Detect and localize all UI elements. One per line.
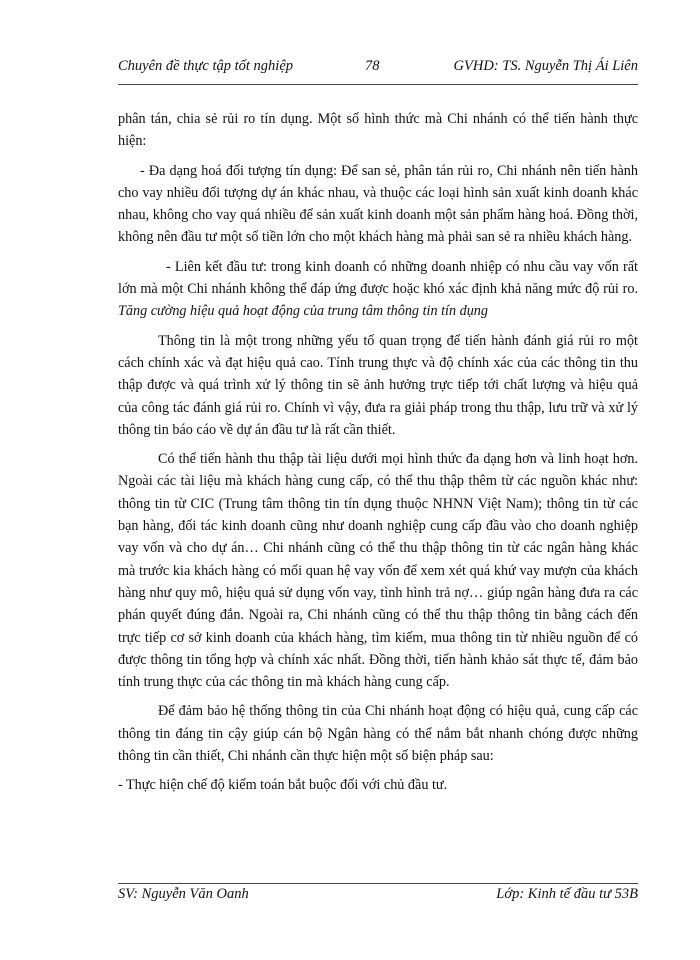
paragraph-diversify-credit: - Đa dạng hoá đối tượng tín dụng: Để san sẻ, phân tán rủi ro, Chi nhánh nên tiến hành cho vay nhiều đối tượng dự án khác nhau, và thuộc các loại hình sản xuất kinh doanh khác nhau, không cho vay quá nhiều để sản xuất kinh doanh một sản phẩm hàng hoá. Đồng thời, không nên đầu tư một số tiền lớn cho một khách hàng mà phải san sẻ ra nhiều khách hàng. xyxy=(118,162,638,246)
paragraph-information-importance: Thông tin là một trong những yếu tố quan trọng để tiến hành đánh giá rủi ro một cách chính xác và đạt hiệu quả cao. Tính trung thực và độ chính xác của các thông tin thu thập được và quá trình xử lý thông tin sẽ ảnh hưởng trực tiếp tới chất lượng và hiệu quả của công tác đánh giá rủi ro. Chính vì vậy, đưa ra giải pháp trong thu thập, lưu trữ và xử lý thông tin báo cáo về dự án đầu tư là rất cần thiết. xyxy=(118,332,638,438)
page-body xyxy=(118,108,638,804)
page-header xyxy=(118,58,638,82)
footer-student-name: SV: Nguyễn Văn Oanh xyxy=(118,886,249,902)
list-item-mandatory-audit: - Thực hiện chế độ kiểm toán bắt buộc đối với chủ đầu tư. xyxy=(118,777,448,794)
section-heading-credit-info-center: Tăng cường hiệu quả hoạt động của trung tâm thông tin tín dụng xyxy=(118,303,488,320)
paragraph-measures-intro: Để đảm bảo hệ thống thông tin của Chi nhánh hoạt động có hiệu quả, cung cấp các thông tin đáng tin cậy giúp cán bộ Ngân hàng có thể nắm bắt nhanh chóng được những thông tin cần thiết, Chi nhánh cần thực hiện một số biện pháp sau: xyxy=(118,703,638,765)
paragraph-investment-link xyxy=(118,256,638,323)
header-divider xyxy=(118,84,638,85)
footer-divider xyxy=(118,883,638,884)
page-footer xyxy=(118,886,638,908)
header-document-title: Chuyên đề thực tập tốt nghiệp xyxy=(118,58,294,74)
footer-class-name: Lớp: Kinh tế đầu tư 53B xyxy=(496,886,638,902)
paragraph-intro: phân tán, chia sẻ rủi ro tín dụng. Một số hình thức mà Chi nhánh có thể tiến hành thực hiện: xyxy=(118,111,638,150)
header-page-number: 78 xyxy=(365,58,380,74)
investment-link-text: - Liên kết đầu tư: trong kinh doanh có những doanh nhiệp có nhu cầu vay vốn rất lớn mà một Chi nhánh không thể đáp ứng được hoặc khó xác định khả năng mức độ rủi ro. xyxy=(118,258,638,298)
paragraph-data-collection: Có thể tiến hành thu thập tài liệu dưới mọi hình thức đa dạng hơn và linh hoạt hơn. Ngoài các tài liệu mà khách hàng cung cấp, có thể thu thập thêm từ các nguồn khác như: thông tin từ CIC (Trung tâm thông tin tín dụng thuộc NHNN Việt Nam); thông tin từ các bạn hàng, đối tác kinh doanh cũng như doanh nghiệp cung cấp đầu vào cho doanh nghiệp vay vốn và cho dự án… Chi nhánh cũng có thể thu thập thông tin từ các ngân hàng khác mà trước kia khách hàng có mối quan hệ vay vốn để xem xét quá khứ vay mượn của khách hàng như quy mô, hiệu quả sử dụng vốn vay, tình hình trả nợ… giúp ngân hàng đưa ra các phán quyết đúng đắn. Ngoài ra, Chi nhánh cũng có thể thu thập thông tin bằng cách đến trực tiếp cơ sở kinh doanh của khách hàng, tìm kiếm, mua thông tin từ nhiều nguồn để có được thông tin tổng hợp và chính xác nhất. Đồng thời, tiến hành khảo sát thực tế, đảm bảo tính trung thực của các thông tin mà khách hàng cung cấp. xyxy=(118,451,638,691)
header-supervisor: GVHD: TS. Nguyễn Thị Ái Liên xyxy=(453,58,638,74)
